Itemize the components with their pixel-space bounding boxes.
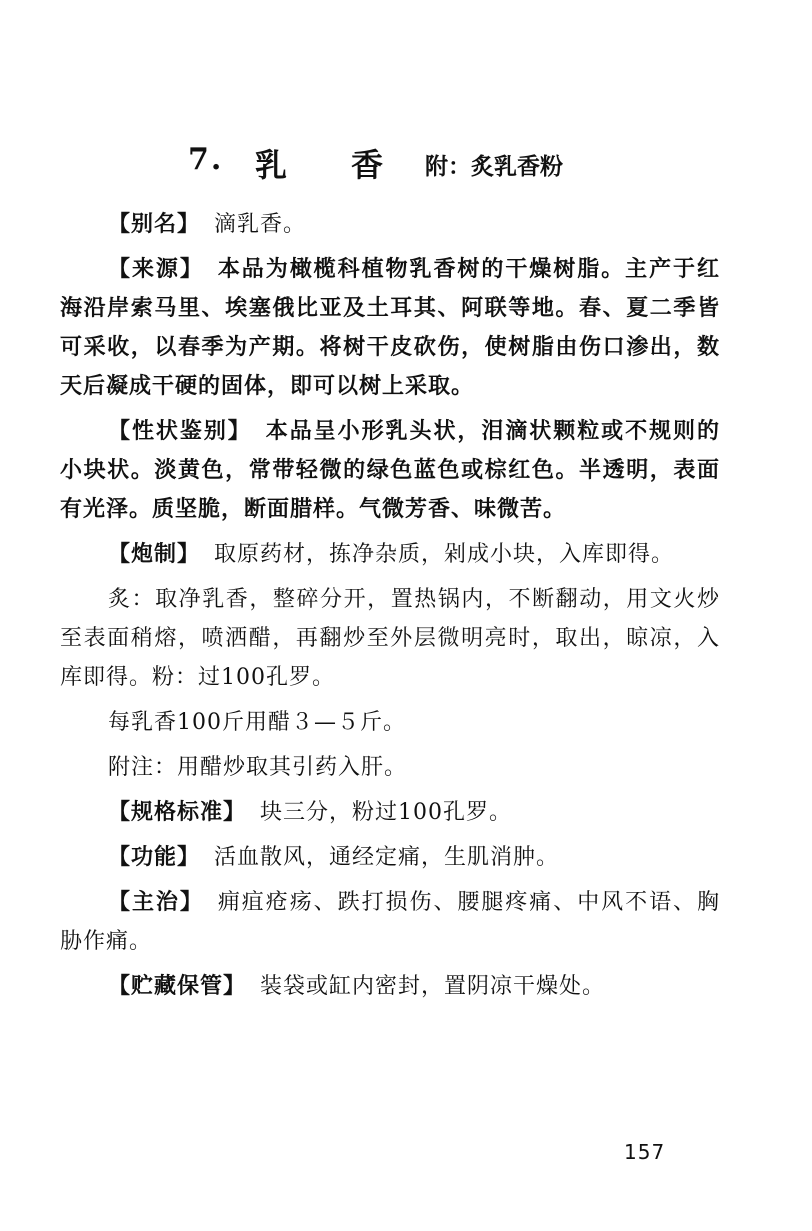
entry-title [150,140,710,186]
section-text: 本品为橄榄科植物乳香树的干燥树脂。主产于红海沿岸索马里、埃塞俄比亚及土耳其、阿联等地。春、夏二季皆可采收，以春季为产期。将树干皮砍伤，使树脂由伤口渗出，数天后凝成干硬的固体，即可以树上采取。 [60,256,720,399]
section-text: 滴乳香。 [214,212,307,237]
section-roasting [60,580,720,697]
section-vinegar-ratio [60,703,720,742]
section-label: 【功能】 [108,845,201,870]
section-label: 【性状鉴别】 [108,419,252,444]
section-label: 【主治】 [108,890,204,915]
section-text: 附注：用醋炒取其引药入肝。 [108,755,408,780]
section-label: 【来源】 [108,257,204,282]
section-storage [60,967,720,1006]
section-text: 活血散风，通经定痛，生肌消肿。 [214,845,560,870]
section-specification [60,793,720,832]
section-text: 每乳香100斤用醋３—５斤。 [108,710,406,735]
section-identification [60,412,720,529]
section-source [60,250,720,406]
section-label: 【别名】 [108,212,201,237]
section-label: 【炮制】 [108,542,201,567]
section-function [60,838,720,877]
section-alias [60,205,720,244]
section-label: 【规格标准】 [108,800,247,825]
section-label: 【贮藏保管】 [108,974,247,999]
section-text: 块三分，粉过100孔罗。 [260,800,513,825]
section-note [60,748,720,787]
section-processing [60,535,720,574]
page-number: 157 [624,1140,666,1164]
section-text: 痈疽疮疡、跌打损伤、腰腿疼痛、中风不语、胸胁作痛。 [60,890,720,954]
section-indications [60,883,720,961]
entry-appendix: 附：炙乳香粉 [425,153,563,180]
section-text: 炙：取净乳香，整碎分开，置热锅内，不断翻动，用文火炒至表面稍熔，喷洒醋，再翻炒至外层微明亮时，取出，晾凉，入库即得。粉：过100孔罗。 [60,587,720,690]
entry-body [60,205,720,1012]
entry-name: 乳香 [255,146,448,184]
section-text: 取原药材，拣净杂质，剁成小块，入库即得。 [214,542,675,567]
section-text: 装袋或缸内密封，置阴凉干燥处。 [260,974,606,999]
section-text: 本品呈小形乳头状，泪滴状颗粒或不规则的小块状。淡黄色，常带轻微的绿色蓝色或棕红色。半透明，表面有光泽。质坚脆，断面腊样。气微芳香、味微苦。 [60,418,720,522]
entry-number: 7. [188,142,224,177]
